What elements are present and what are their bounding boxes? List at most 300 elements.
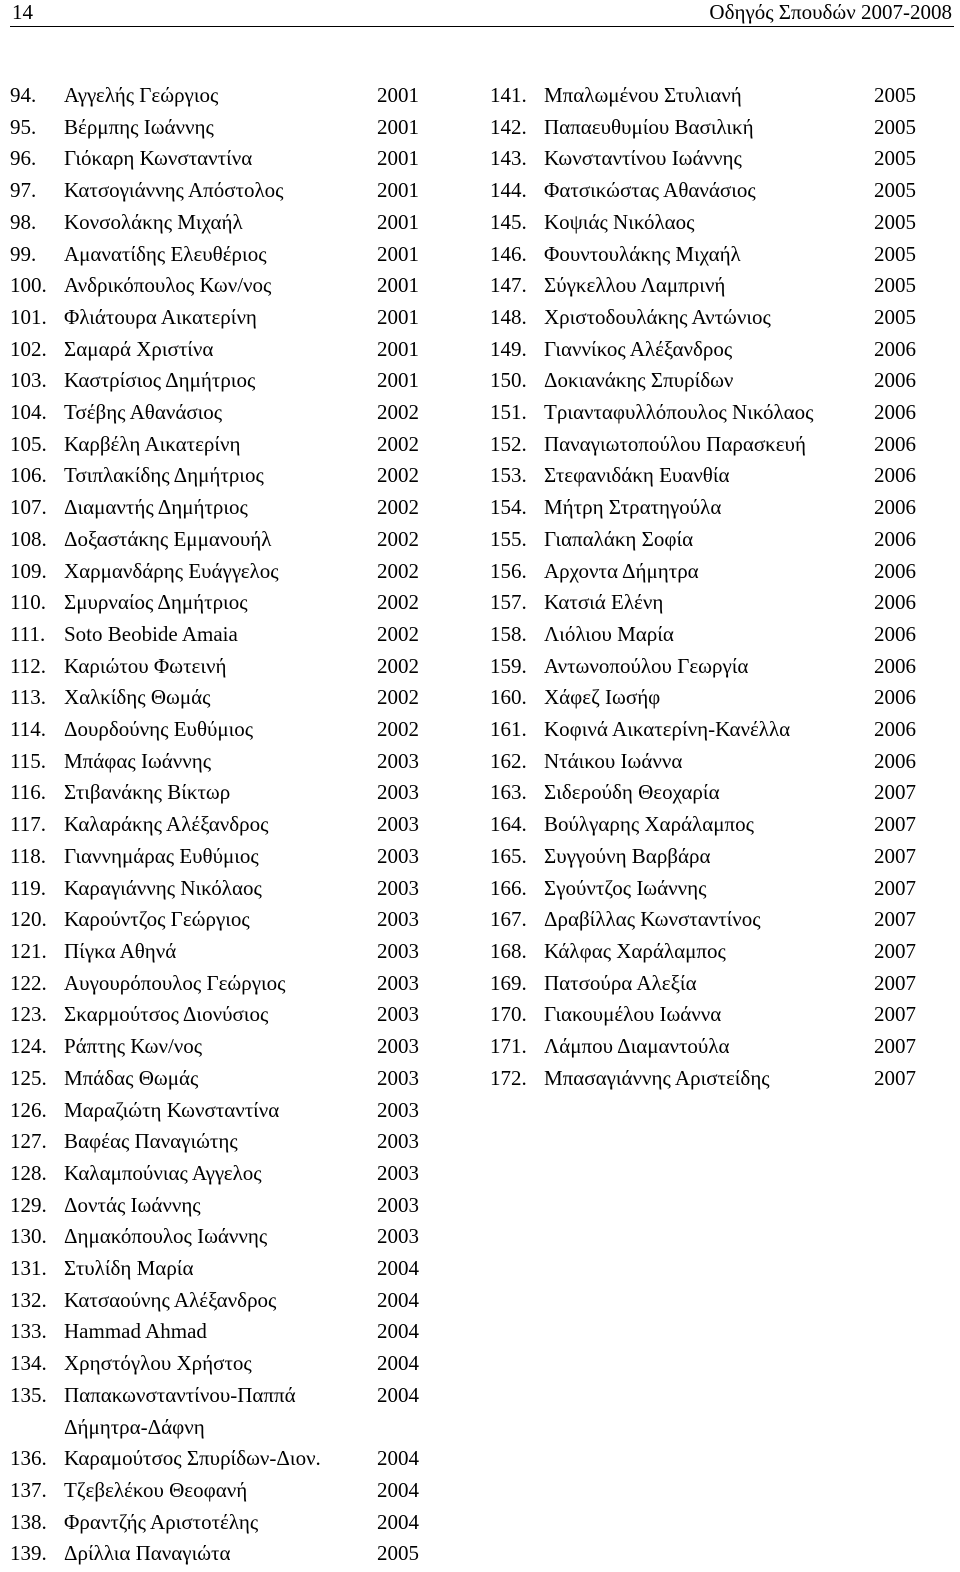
entry-year: 2004 <box>377 1382 419 1407</box>
entry-number: 121. <box>10 938 47 963</box>
entry-number: 96. <box>10 146 37 171</box>
entry-year: 2003 <box>377 812 419 837</box>
entry-number: 114. <box>10 717 46 742</box>
list-item <box>10 1507 430 1539</box>
list-item <box>10 936 430 968</box>
entry-number: 97. <box>10 178 37 203</box>
entry-year: 2007 <box>874 938 916 963</box>
entry-number: 108. <box>10 526 47 551</box>
entry-name: Τριανταφυλλόπουλος Νικόλαος <box>544 400 814 425</box>
list-item <box>10 651 430 683</box>
list-item <box>10 365 430 397</box>
entry-number: 124. <box>10 1034 47 1059</box>
entry-name: Αυγουρόπουλος Γεώργιος <box>64 970 286 995</box>
entry-name: Βέρμπης Ιωάννης <box>64 114 214 139</box>
entry-number: 157. <box>490 590 527 615</box>
entry-name: Πίγκα Αθηνά <box>64 938 177 963</box>
list-item <box>490 524 930 556</box>
list-item <box>10 1316 430 1348</box>
entry-name: Λιόλιου Μαρία <box>544 621 674 646</box>
list-item <box>490 1031 930 1063</box>
entry-number: 152. <box>490 431 527 456</box>
entry-year: 2001 <box>377 209 419 234</box>
entry-name: Κατσαούνης Αλέξανδρος <box>64 1287 277 1312</box>
entry-year: 2003 <box>377 748 419 773</box>
list-item <box>490 746 930 778</box>
list-item <box>10 904 430 936</box>
list-item <box>10 80 430 112</box>
entry-year: 2005 <box>874 146 916 171</box>
entry-year: 2006 <box>874 748 916 773</box>
list-item <box>10 1158 430 1190</box>
entry-year: 2002 <box>377 526 419 551</box>
entry-name: Συγγούνη Βαρβάρα <box>544 843 711 868</box>
entry-number: 149. <box>490 336 527 361</box>
entry-year: 2003 <box>377 1002 419 1027</box>
list-item <box>10 1031 430 1063</box>
entry-number: 131. <box>10 1256 47 1281</box>
entry-number: 120. <box>10 907 47 932</box>
entry-name: Καλαμπούνιας Αγγελος <box>64 1160 262 1185</box>
entry-name: Κοφινά Αικατερίνη-Κανέλλα <box>544 717 791 742</box>
entry-number: 94. <box>10 83 37 107</box>
list-item <box>490 619 930 651</box>
list-item <box>10 619 430 651</box>
entry-number: 160. <box>490 685 527 710</box>
entry-name: Μαραζιώτη Κωνσταντίνα <box>64 1097 280 1122</box>
entry-number: 144. <box>490 178 527 203</box>
entry-year: 2001 <box>377 368 419 393</box>
entry-number: 163. <box>490 780 527 805</box>
entry-number: 166. <box>490 875 527 900</box>
entry-year: 2002 <box>377 495 419 520</box>
list-item <box>10 175 430 207</box>
entry-year: 2005 <box>874 209 916 234</box>
list-item <box>10 809 430 841</box>
entry-name: Αντωνοπούλου Γεωργία <box>544 653 749 678</box>
entry-year: 2006 <box>874 621 916 646</box>
entry-year: 2003 <box>377 843 419 868</box>
graduates-list-right <box>490 80 930 1095</box>
entry-name: Παναγιωτοπούλου Παρασκευή <box>544 431 806 456</box>
list-item <box>490 270 930 302</box>
entry-name: Φραντζής Αριστοτέλης <box>64 1509 259 1534</box>
list-item <box>490 334 930 366</box>
entry-name: Κάλφας Χαράλαμπος <box>544 938 726 963</box>
entry-year: 2005 <box>874 304 916 329</box>
entry-number: 112. <box>10 653 46 678</box>
entry-year: 2006 <box>874 717 916 742</box>
list-item <box>10 714 430 746</box>
entry-year: 2002 <box>377 400 419 425</box>
entry-name: Γιακουμέλου Ιωάννα <box>544 1002 722 1027</box>
entry-year: 2002 <box>377 558 419 583</box>
entry-year: 2006 <box>874 526 916 551</box>
entry-name: Ντάικου Ιωάννα <box>544 748 683 773</box>
list-item <box>10 1348 430 1380</box>
entry-name: Μπαλωμένου Στυλιανή <box>544 83 742 107</box>
list-item <box>490 207 930 239</box>
list-item <box>10 334 430 366</box>
entry-number: 153. <box>490 463 527 488</box>
entry-number: 130. <box>10 1224 47 1249</box>
list-item <box>490 429 930 461</box>
entry-name: Δημακόπουλος Ιωάννης <box>64 1224 268 1249</box>
entry-number: 135. <box>10 1382 47 1407</box>
entry-name: Αγγελής Γεώργιος <box>64 83 219 107</box>
entry-year: 2005 <box>874 83 916 107</box>
entry-name: Μπάδας Θωμάς <box>64 1065 199 1090</box>
list-item <box>10 587 430 619</box>
entry-name: Κατσογιάννης Απόστολος <box>64 178 284 203</box>
entry-name: Γιαννίκος Αλέξανδρος <box>544 336 733 361</box>
entry-number: 162. <box>490 748 527 773</box>
entry-number: 105. <box>10 431 47 456</box>
entry-name: Χάφεζ Ιωσήφ <box>544 685 661 710</box>
entry-number: 151. <box>490 400 527 425</box>
entry-year: 2002 <box>377 463 419 488</box>
entry-year: 2006 <box>874 590 916 615</box>
list-item <box>10 429 430 461</box>
entry-year: 2006 <box>874 558 916 583</box>
entry-name: Τσέβης Αθανάσιος <box>64 400 223 425</box>
entry-number: 146. <box>490 241 527 266</box>
entry-name: Στεφανιδάκη Ευανθία <box>544 463 730 488</box>
entry-number: 172. <box>490 1065 527 1090</box>
entry-name: Χρηστόγλου Χρήστος <box>64 1351 252 1376</box>
entry-number: 127. <box>10 1129 47 1154</box>
list-item <box>490 302 930 334</box>
entry-number: 117. <box>10 812 46 837</box>
entry-number: 168. <box>490 938 527 963</box>
entry-number: 129. <box>10 1192 47 1217</box>
entry-name: Πατσούρα Αλεξία <box>544 970 697 995</box>
entry-year: 2007 <box>874 907 916 932</box>
entry-year: 2001 <box>377 241 419 266</box>
entry-name: Στιβανάκης Βίκτωρ <box>64 780 231 805</box>
entry-number: 125. <box>10 1065 47 1090</box>
list-item <box>10 302 430 334</box>
entry-number: 142. <box>490 114 527 139</box>
entry-number: 137. <box>10 1477 47 1502</box>
entry-number: 145. <box>490 209 527 234</box>
entry-name: Γιαννημάρας Ευθύμιος <box>64 843 259 868</box>
entry-year: 2007 <box>874 970 916 995</box>
entry-number: 95. <box>10 114 37 139</box>
list-item <box>490 904 930 936</box>
list-item <box>10 968 430 1000</box>
list-item <box>490 1063 930 1095</box>
entry-name: Χαλκίδης Θωμάς <box>64 685 211 710</box>
entry-name: Σαμαρά Χριστίνα <box>64 336 214 361</box>
list-item <box>490 239 930 271</box>
entry-name: Παπακωνσταντίνου-Παππά Δήμητρα-Δάφνη <box>64 1382 296 1439</box>
entry-name: Δοξαστάκης Εμμανουήλ <box>64 526 272 551</box>
entry-number: 161. <box>490 717 527 742</box>
entry-number: 110. <box>10 590 46 615</box>
entry-number: 133. <box>10 1319 47 1344</box>
entry-name: Κοψιάς Νικόλαος <box>544 209 695 234</box>
list-item <box>10 1380 430 1443</box>
entry-name: Hammad Ahmad <box>64 1319 207 1344</box>
entry-number: 134. <box>10 1351 47 1376</box>
list-item <box>490 873 930 905</box>
entry-year: 2007 <box>874 1002 916 1027</box>
list-item <box>10 1095 430 1127</box>
entry-number: 141. <box>490 83 527 107</box>
entry-name: Σιδερούδη Θεοχαρία <box>544 780 720 805</box>
entry-number: 107. <box>10 495 47 520</box>
entry-name: Ράπτης Κων/νος <box>64 1034 203 1059</box>
entry-number: 139. <box>10 1541 47 1566</box>
entry-year: 2007 <box>874 875 916 900</box>
entry-number: 104. <box>10 400 47 425</box>
entry-name: Κωνσταντίνου Ιωάννης <box>544 146 742 171</box>
entry-year: 2007 <box>874 1065 916 1090</box>
entry-year: 2001 <box>377 83 419 107</box>
list-item <box>10 112 430 144</box>
entry-number: 99. <box>10 241 37 266</box>
entry-year: 2003 <box>377 1160 419 1185</box>
entry-number: 171. <box>490 1034 527 1059</box>
list-item <box>10 556 430 588</box>
entry-year: 2004 <box>377 1319 419 1344</box>
list-item <box>490 365 930 397</box>
entry-year: 2002 <box>377 685 419 710</box>
entry-name: Βαφέας Παναγιώτης <box>64 1129 238 1154</box>
entry-name: Σκαρμούτσος Διονύσιος <box>64 1002 269 1027</box>
entry-name: Σγούντζος Ιωάννης <box>544 875 707 900</box>
entry-name: Καριώτου Φωτεινή <box>64 653 227 678</box>
entry-number: 143. <box>490 146 527 171</box>
list-item <box>490 460 930 492</box>
entry-year: 2003 <box>377 1129 419 1154</box>
entry-number: 170. <box>490 1002 527 1027</box>
entry-number: 154. <box>490 495 527 520</box>
entry-name: Σύγκελλου Λαμπρινή <box>544 273 726 298</box>
entry-name: Τσιπλακίδης Δημήτριος <box>64 463 264 488</box>
list-item <box>10 841 430 873</box>
entry-number: 158. <box>490 621 527 646</box>
list-item <box>10 777 430 809</box>
entry-number: 103. <box>10 368 47 393</box>
entry-year: 2003 <box>377 1224 419 1249</box>
entry-name: Δοντάς Ιωάννης <box>64 1192 201 1217</box>
entry-year: 2001 <box>377 304 419 329</box>
entry-number: 98. <box>10 209 37 234</box>
entry-name: Κονσολάκης Μιχαήλ <box>64 209 243 234</box>
list-item <box>10 397 430 429</box>
entry-year: 2001 <box>377 273 419 298</box>
list-item <box>490 556 930 588</box>
entry-year: 2006 <box>874 368 916 393</box>
list-item <box>10 1221 430 1253</box>
list-item <box>10 1126 430 1158</box>
entry-number: 159. <box>490 653 527 678</box>
entry-number: 128. <box>10 1160 47 1185</box>
entry-year: 2004 <box>377 1509 419 1534</box>
entry-year: 2006 <box>874 653 916 678</box>
list-item <box>10 239 430 271</box>
entry-number: 169. <box>490 970 527 995</box>
entry-number: 100. <box>10 273 47 298</box>
list-item <box>490 714 930 746</box>
entry-name: Παπαευθυμίου Βασιλική <box>544 114 754 139</box>
entry-name: Soto Beobide Amaia <box>64 621 238 646</box>
entry-name: Δοκιανάκης Σπυρίδων <box>544 368 734 393</box>
entry-number: 122. <box>10 970 47 995</box>
entry-name: Δρίλλια Παναγιώτα <box>64 1541 231 1566</box>
list-item <box>490 936 930 968</box>
list-item <box>10 1475 430 1507</box>
entry-year: 2002 <box>377 621 419 646</box>
entry-year: 2007 <box>874 780 916 805</box>
entry-number: 156. <box>490 558 527 583</box>
entry-name: Διαμαντής Δημήτριος <box>64 495 248 520</box>
entry-name: Φλιάτουρα Αικατερίνη <box>64 304 257 329</box>
entry-year: 2002 <box>377 653 419 678</box>
list-item <box>10 524 430 556</box>
entry-year: 2003 <box>377 907 419 932</box>
entry-name: Στυλίδη Μαρία <box>64 1256 194 1281</box>
entry-number: 106. <box>10 463 47 488</box>
entry-year: 2003 <box>377 1097 419 1122</box>
entry-name: Τζεβελέκου Θεοφανή <box>64 1477 248 1502</box>
entry-year: 2004 <box>377 1256 419 1281</box>
entry-name: Γιαπαλάκη Σοφία <box>544 526 694 551</box>
entry-year: 2006 <box>874 463 916 488</box>
entry-name: Ανδρικόπουλος Κων/νος <box>64 273 272 298</box>
entry-year: 2004 <box>377 1351 419 1376</box>
entry-year: 2006 <box>874 400 916 425</box>
entry-year: 2003 <box>377 938 419 963</box>
entry-number: 116. <box>10 780 46 805</box>
list-item <box>490 968 930 1000</box>
entry-year: 2005 <box>874 273 916 298</box>
entry-number: 118. <box>10 843 46 868</box>
entry-number: 165. <box>490 843 527 868</box>
entry-name: Φατσικώστας Αθανάσιος <box>544 178 756 203</box>
entry-year: 2003 <box>377 970 419 995</box>
entry-number: 150. <box>490 368 527 393</box>
entry-name: Δραβίλλας Κωνσταντίνος <box>544 907 761 932</box>
entry-year: 2005 <box>377 1541 419 1566</box>
entry-number: 109. <box>10 558 47 583</box>
entry-name: Χριστοδουλάκης Αντώνιος <box>544 304 771 329</box>
entry-name: Καραγιάννης Νικόλαος <box>64 875 262 900</box>
list-item <box>490 587 930 619</box>
list-item <box>10 207 430 239</box>
list-item <box>10 999 430 1031</box>
header-rule <box>10 26 954 27</box>
entry-name: Καρβέλη Αικατερίνη <box>64 431 241 456</box>
list-item <box>10 1538 430 1570</box>
entry-year: 2001 <box>377 114 419 139</box>
list-item <box>490 809 930 841</box>
entry-year: 2003 <box>377 1065 419 1090</box>
page-header <box>0 0 960 28</box>
entry-number: 164. <box>490 812 527 837</box>
list-item <box>10 682 430 714</box>
entry-number: 115. <box>10 748 46 773</box>
entry-year: 2006 <box>874 336 916 361</box>
entry-name: Αμανατίδης Ελευθέριος <box>64 241 267 266</box>
entry-number: 132. <box>10 1287 47 1312</box>
entry-number: 148. <box>490 304 527 329</box>
entry-name: Καλαράκης Αλέξανδρος <box>64 812 269 837</box>
entry-name: Δουρδούνης Ευθύμιος <box>64 717 254 742</box>
entry-year: 2001 <box>377 146 419 171</box>
entry-year: 2001 <box>377 336 419 361</box>
entry-year: 2004 <box>377 1446 419 1471</box>
entry-year: 2006 <box>874 495 916 520</box>
entry-name: Φουντουλάκης Μιχαήλ <box>544 241 741 266</box>
list-item <box>490 397 930 429</box>
entry-year: 2002 <box>377 717 419 742</box>
entry-year: 2004 <box>377 1287 419 1312</box>
page-number: 14 <box>12 0 33 24</box>
entry-year: 2003 <box>377 875 419 900</box>
list-item <box>10 143 430 175</box>
list-item <box>490 175 930 207</box>
list-item <box>10 492 430 524</box>
entry-name: Καρούντζος Γεώργιος <box>64 907 250 932</box>
list-item <box>490 651 930 683</box>
running-title: Οδηγός Σπουδών 2007-2008 <box>709 0 952 24</box>
entry-number: 155. <box>490 526 527 551</box>
list-item <box>490 841 930 873</box>
entry-name: Χαρμανδάρης Ευάγγελος <box>64 558 279 583</box>
entry-year: 2002 <box>377 431 419 456</box>
entry-year: 2001 <box>377 178 419 203</box>
list-item <box>490 492 930 524</box>
entry-name: Κατσιά Ελένη <box>544 590 664 615</box>
entry-name: Λάμπου Διαμαντούλα <box>544 1034 730 1059</box>
list-item <box>10 1443 430 1475</box>
entry-year: 2007 <box>874 1034 916 1059</box>
list-item <box>490 80 930 112</box>
list-item <box>10 1285 430 1317</box>
list-item <box>490 682 930 714</box>
entry-number: 126. <box>10 1097 47 1122</box>
entry-number: 136. <box>10 1446 47 1471</box>
entry-number: 119. <box>10 875 46 900</box>
list-item <box>10 270 430 302</box>
list-item <box>10 746 430 778</box>
list-item <box>10 460 430 492</box>
entry-number: 113. <box>10 685 46 710</box>
entry-name: Σμυρναίος Δημήτριος <box>64 590 248 615</box>
list-item <box>490 112 930 144</box>
entry-name: Μήτρη Στρατηγούλα <box>544 495 722 520</box>
entry-number: 111. <box>10 621 46 646</box>
entry-year: 2006 <box>874 685 916 710</box>
entry-name: Καστρίσιος Δημήτριος <box>64 368 256 393</box>
entry-year: 2005 <box>874 241 916 266</box>
entry-year: 2002 <box>377 590 419 615</box>
entry-year: 2003 <box>377 780 419 805</box>
entry-number: 101. <box>10 304 47 329</box>
list-item <box>490 777 930 809</box>
entry-year: 2006 <box>874 431 916 456</box>
list-item <box>10 1063 430 1095</box>
entry-year: 2007 <box>874 843 916 868</box>
list-item <box>490 999 930 1031</box>
entry-year: 2007 <box>874 812 916 837</box>
entry-year: 2005 <box>874 178 916 203</box>
list-item <box>10 873 430 905</box>
entry-name: Βούλγαρης Χαράλαμπος <box>544 812 754 837</box>
